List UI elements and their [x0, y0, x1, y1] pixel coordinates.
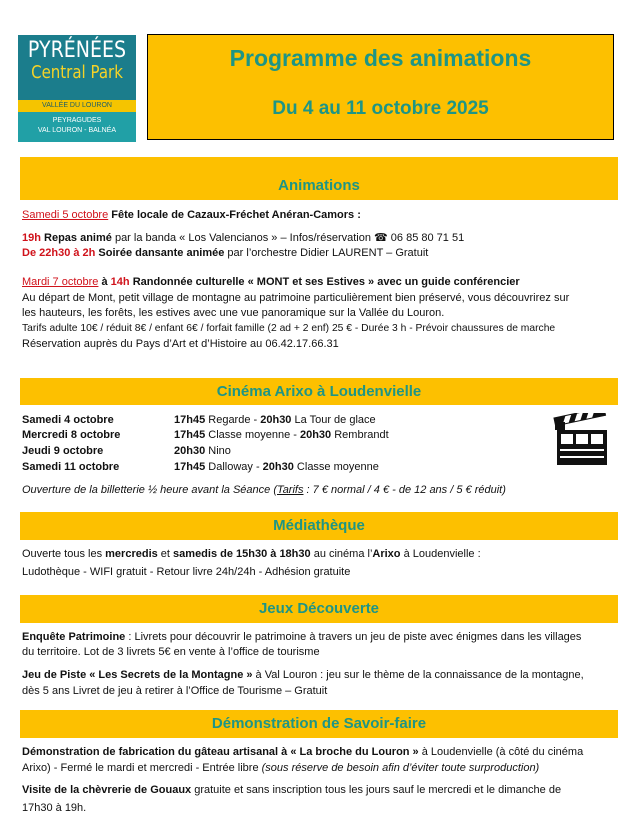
jeux-p2-line1: [22, 668, 622, 683]
cinema-schedule: [174, 444, 231, 459]
section-heading-animations: Animations: [20, 157, 618, 200]
section-heading-cinema: Cinéma Arixo à Loudenvielle: [20, 378, 618, 405]
cinema-note-a: Ouverture de la billetterie ½ heure avant la Séance (: [22, 484, 277, 496]
text: (sous réserve de besoin afin d’éviter toute surproduction): [261, 762, 540, 774]
logo-sub1: PEYRAGUDES: [52, 117, 102, 124]
text: mercredis: [105, 548, 158, 560]
cinema-date: Samedi 11 octobre: [22, 461, 120, 473]
mediatheque-line2: Ludothèque - WIFI gratuit - Retour livre 24h/24h - Adhésion gratuite: [22, 566, 351, 578]
cinema-tarifs-link[interactable]: Tarifs: [276, 484, 304, 496]
page-title: Programme des animations: [229, 45, 532, 71]
cinema-film: Classe moyenne -: [205, 429, 300, 441]
text: Arixo: [372, 548, 401, 560]
section-heading-savoir-faire: Démonstration de Savoir-faire: [20, 710, 618, 738]
jeux-p1-line2: du territoire. Lot de 3 livrets 5€ en vente à l’office de tourisme: [22, 646, 320, 658]
cinema-schedule: [174, 428, 389, 443]
text: gratuite et sans inscription tous les jours sauf le mercredi et le dimanche de: [191, 784, 562, 796]
event1-line2-rest: par l’orchestre Didier LAURENT – Gratuit: [224, 247, 429, 259]
cinema-film: Rembrandt: [331, 429, 389, 441]
event2-at: à: [98, 276, 111, 288]
savoir-p1-line2: [22, 761, 622, 776]
cinema-film: La Tour de glace: [291, 414, 376, 426]
savoir-p2-line1: [22, 783, 622, 798]
logo-line2: Central Park: [31, 61, 123, 83]
text: à Val Louron : jeu sur le thème de la connaissance de la montagne,: [252, 669, 584, 681]
logo-sub: [18, 112, 136, 142]
event2-title: Randonnée culturelle « MONT et ses Estives » avec un guide conférencier: [129, 276, 520, 288]
cinema-time: 17h45: [174, 429, 206, 441]
jeux-p1-line1: [22, 630, 622, 645]
section-heading-jeux: Jeux Découverte: [20, 595, 618, 623]
event2-tarifs: Tarifs adulte 10€ / réduit 8€ / enfant 6€ / forfait famille (2 ad + 2 enf) 25 € - Durée 3 h - Prévoir chaussures de marche: [22, 323, 556, 334]
logo: [18, 35, 136, 142]
event2-reservation: Réservation auprès du Pays d’Art et d’Histoire au 06.42.17.66.31: [22, 338, 339, 350]
cinema-time: 17h45: [174, 461, 206, 473]
event2-desc1: Au départ de Mont, petit village de montagne au patrimoine particulièrement bien préservé, vous découvrirez sur: [22, 292, 570, 304]
text: au cinéma l’: [310, 548, 373, 560]
cinema-time: 20h30: [299, 429, 332, 441]
cinema-film: Regarde -: [205, 414, 261, 426]
event1-line2: [22, 246, 622, 261]
cinema-film: Nino: [205, 445, 231, 457]
cinema-date: Jeudi 9 octobre: [22, 445, 104, 457]
cinema-time: 20h30: [262, 461, 294, 473]
text: : Livrets pour découvrir le patrimoine à travers un jeu de piste avec énigmes dans les villages: [125, 631, 582, 643]
text: à Loudenvielle :: [400, 548, 481, 560]
event2-time: 14h: [110, 276, 130, 288]
logo-line1: PYRÉNÉES: [27, 37, 127, 63]
event1-title: Fête locale de Cazaux-Fréchet Anéran-Camors :: [108, 209, 361, 221]
cinema-schedule: [174, 413, 376, 428]
logo-sub2: VAL LOURON - BALNÉA: [37, 127, 117, 134]
event2-date: Mardi 7 octobre: [22, 276, 99, 288]
event1-date: Samedi 5 octobre: [22, 209, 109, 221]
cinema-date: Samedi 4 octobre: [22, 414, 114, 426]
text: et: [157, 548, 174, 560]
event1-phone: 06 85 80 71 51: [387, 232, 465, 244]
cinema-schedule: [174, 460, 379, 475]
event2-desc2: les hauteurs, les forêts, les estives avec une vue panoramique sur la Vallée du Louron.: [22, 307, 445, 319]
text: Jeu de Piste « Les Secrets de la Montagne »: [22, 669, 253, 681]
text: Ouverte tous les: [22, 548, 106, 560]
cinema-film: Classe moyenne: [293, 461, 379, 473]
event1-line1: [22, 231, 622, 246]
section-heading-mediatheque: Médiathèque: [20, 512, 618, 540]
text: samedis de 15h30 à 18h30: [173, 548, 311, 560]
event1-title-line: [22, 208, 622, 223]
cinema-time: 17h45: [174, 414, 206, 426]
savoir-p2-line2: 17h30 à 19h.: [22, 802, 87, 814]
clapperboard-icon: [553, 413, 611, 467]
cinema-note: [22, 483, 622, 498]
cinema-time: 20h30: [260, 414, 292, 426]
event1-line2-time: De 22h30 à 2h: [22, 247, 96, 259]
event1-line2-bold: Soirée dansante animée: [95, 247, 225, 259]
cinema-film: Dalloway -: [205, 461, 263, 473]
cinema-note-b: : 7 € normal / 4 € - de 12 ans / 5 € réduit): [303, 484, 506, 496]
event2-title-line: [22, 275, 622, 290]
logo-band: VALLÉE DU LOURON: [18, 100, 136, 112]
event1-line1-time: 19h: [22, 232, 41, 244]
cinema-date: Mercredi 8 octobre: [22, 429, 121, 441]
savoir-p1-line1: [22, 745, 622, 760]
text: Enquête Patrimoine: [22, 631, 126, 643]
jeux-p2-line2: dès 5 ans Livret de jeu à retirer à l’Office de Tourisme – Gratuit: [22, 685, 328, 697]
text: Visite de la chèvrerie de Gouaux: [22, 784, 192, 796]
phone-icon: ☎: [374, 232, 388, 244]
mediatheque-line1: [22, 547, 622, 562]
header-box: [147, 34, 614, 140]
page-dates: Du 4 au 11 octobre 2025: [272, 98, 489, 119]
event1-line1-bold: Repas animé: [40, 232, 112, 244]
cinema-time: 20h30: [174, 445, 206, 457]
text: à Loudenvielle (à côté du cinéma: [418, 746, 584, 758]
text: Démonstration de fabrication du gâteau artisanal à « La broche du Louron »: [22, 746, 419, 758]
text: Arixo) - Fermé le mardi et mercredi - Entrée libre: [22, 762, 262, 774]
event1-line1-rest: par la banda « Los Valencianos » – Infos/réservation: [111, 232, 375, 244]
